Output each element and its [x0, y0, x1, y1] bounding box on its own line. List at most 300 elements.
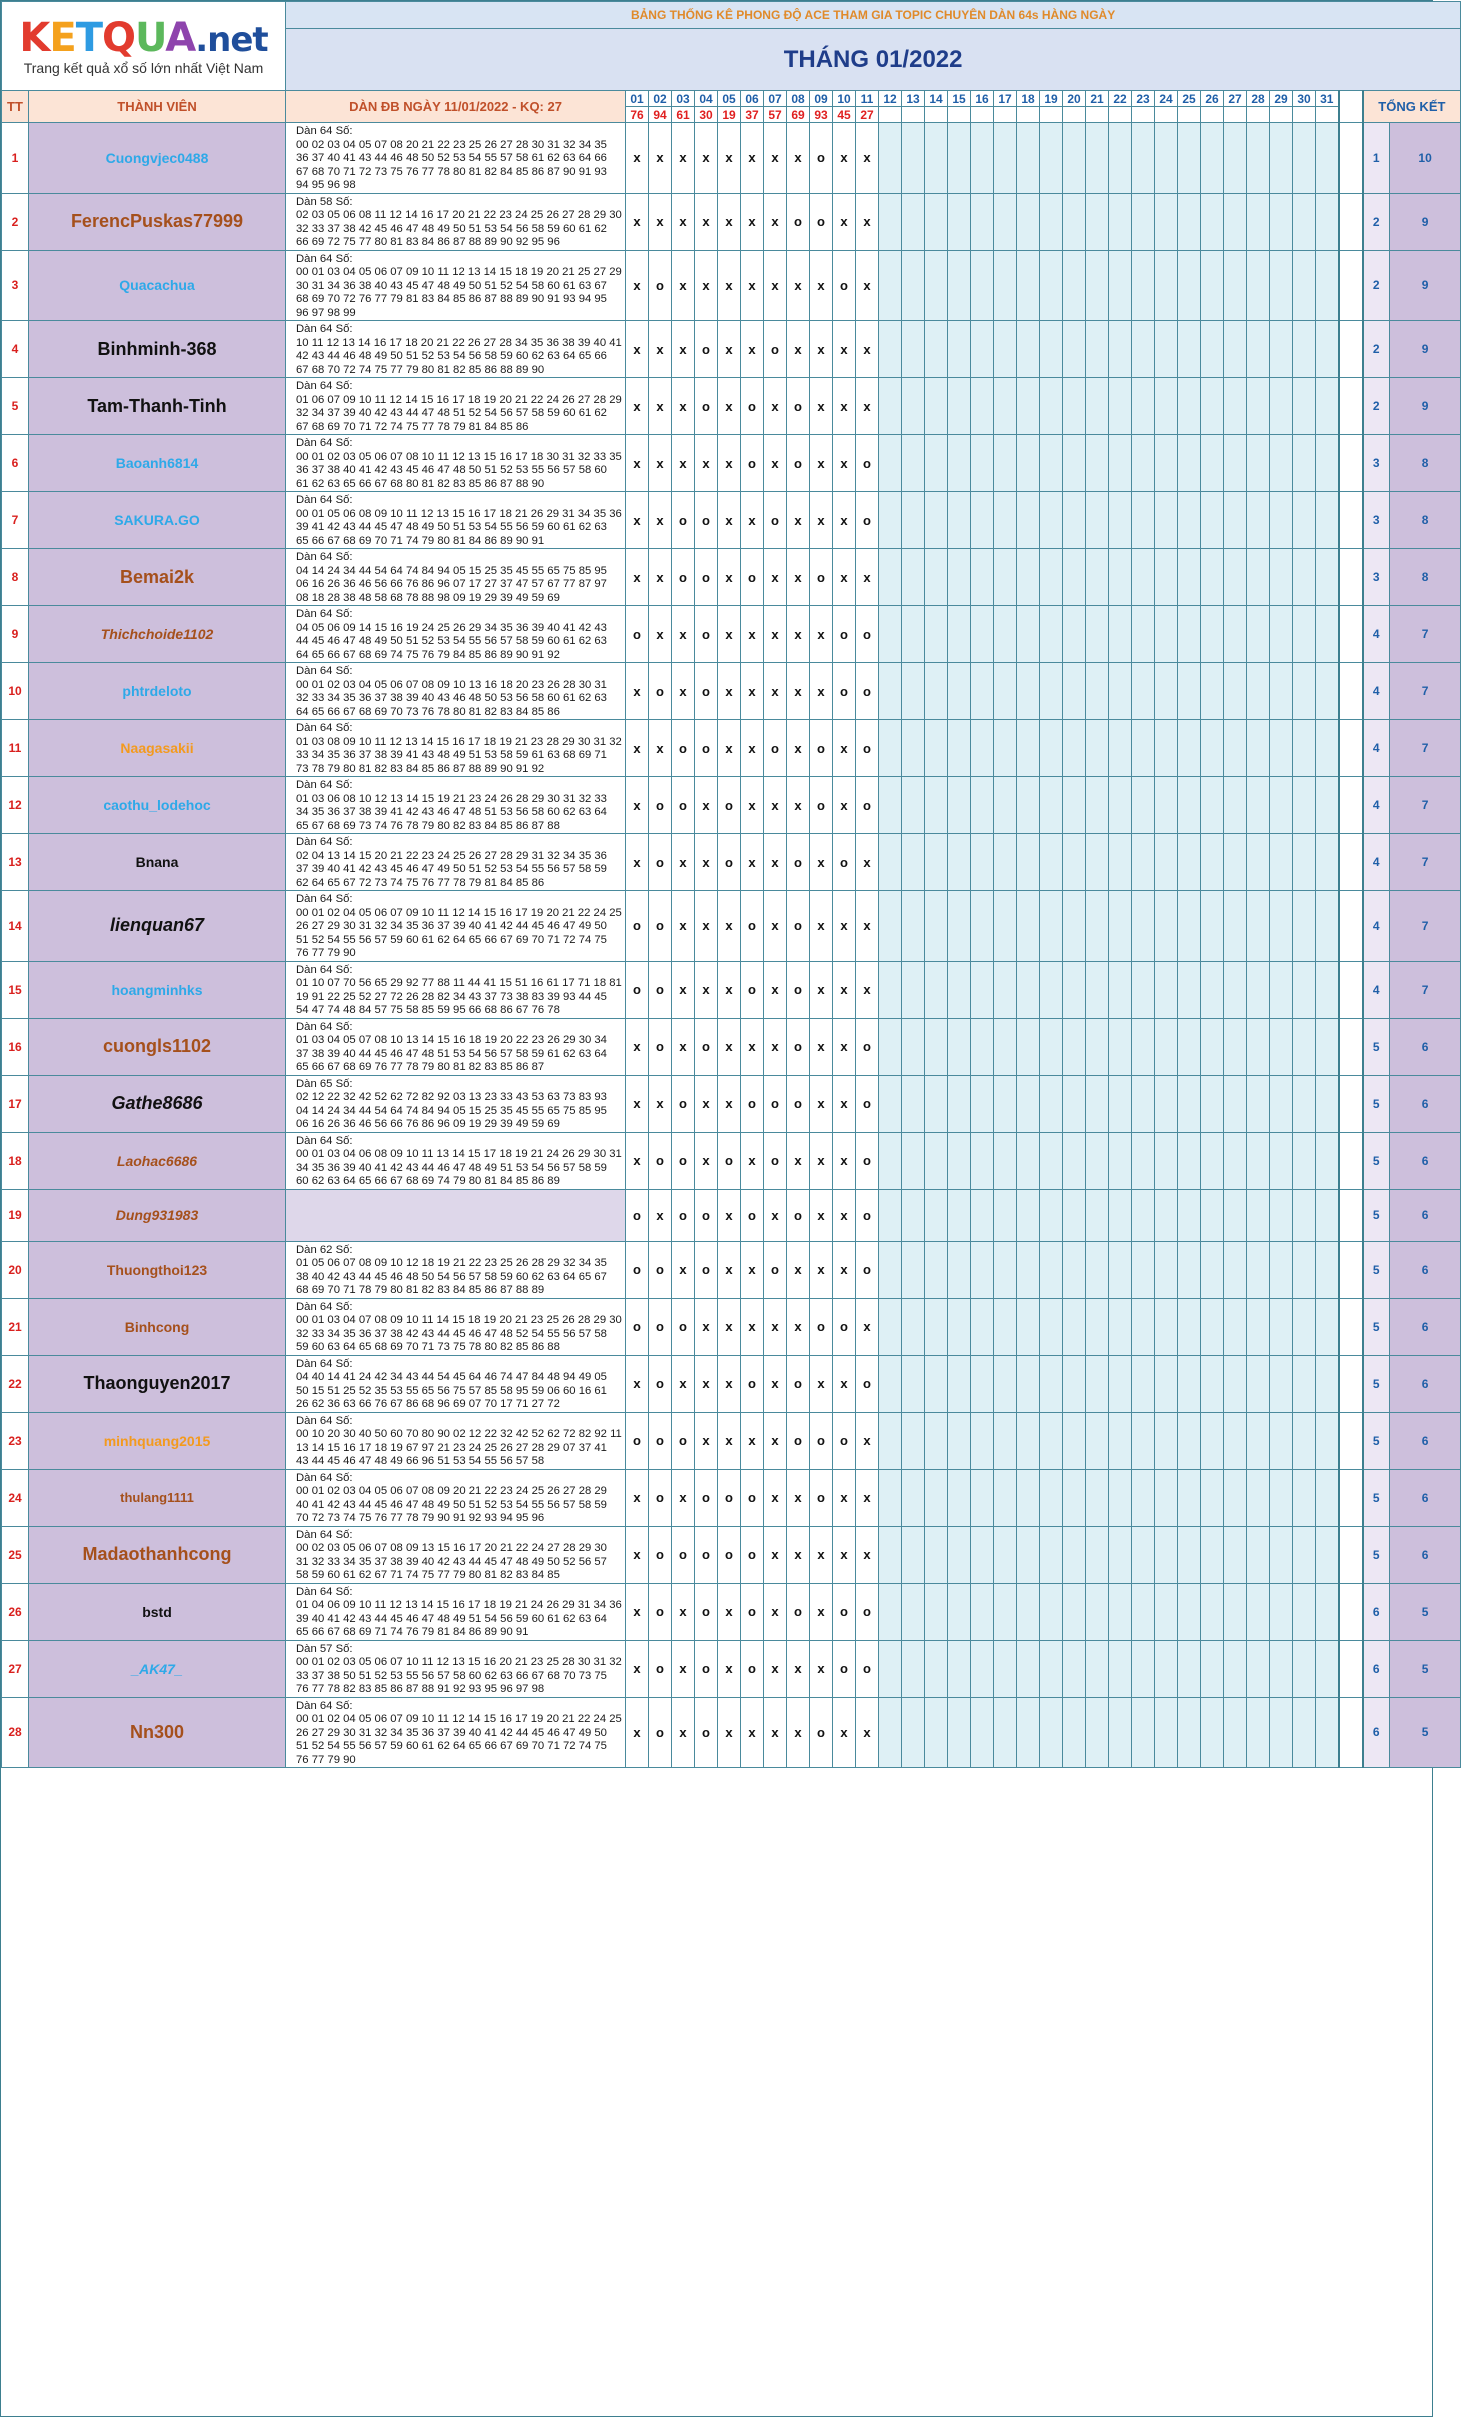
day-mark — [1040, 435, 1063, 492]
day-mark — [1017, 492, 1040, 549]
day-mark: x — [856, 961, 879, 1018]
day-mark — [1132, 1189, 1155, 1241]
day-mark — [902, 1355, 925, 1412]
day-mark — [1316, 606, 1339, 663]
day-mark — [1155, 834, 1178, 891]
day-mark: o — [856, 1189, 879, 1241]
day-header: 13 — [902, 91, 925, 107]
row-number: 8 — [2, 549, 29, 606]
day-mark — [971, 1355, 994, 1412]
column-gap — [1339, 1075, 1363, 1132]
day-mark: o — [833, 1298, 856, 1355]
day-mark — [1316, 1697, 1339, 1768]
day-mark — [994, 606, 1017, 663]
day-mark — [1063, 961, 1086, 1018]
day-header: 07 — [764, 91, 787, 107]
table-row — [2, 1075, 1461, 1132]
day-mark — [1017, 1075, 1040, 1132]
day-mark — [1247, 663, 1270, 720]
day-mark — [1017, 1298, 1040, 1355]
row-number: 19 — [2, 1189, 29, 1241]
day-header: 09 — [810, 91, 833, 107]
member-name[interactable]: Baoanh6814 — [29, 435, 286, 492]
day-mark — [1178, 378, 1201, 435]
day-mark: o — [695, 663, 718, 720]
day-mark — [1086, 250, 1109, 321]
day-mark: o — [672, 1298, 695, 1355]
dan-numbers: Dàn 64 Số: 00 01 02 03 04 05 06 07 08 09 10 13 16 18 20 23 26 28 30 31 32 33 34 35 36 37 38 39 40 43 46 48 50 53 56 58 60 61 62 63 64 65 66 67 68 69 70 73 76 78 80 81 82 83 84 85 86 — [286, 663, 626, 720]
column-gap — [1339, 193, 1363, 250]
day-mark — [971, 1018, 994, 1075]
day-mark: x — [787, 1241, 810, 1298]
day-mark: x — [810, 606, 833, 663]
row-rank: 6 — [1363, 1697, 1390, 1768]
table-row — [2, 123, 1461, 194]
day-mark — [1316, 1355, 1339, 1412]
day-mark — [1293, 606, 1316, 663]
day-mark — [1155, 1640, 1178, 1697]
day-mark — [1155, 1241, 1178, 1298]
day-mark — [1155, 321, 1178, 378]
day-mark — [1109, 1640, 1132, 1697]
column-gap — [1339, 1697, 1363, 1768]
day-mark — [994, 663, 1017, 720]
day-mark — [1155, 435, 1178, 492]
day-mark — [1293, 1298, 1316, 1355]
day-mark — [1293, 1583, 1316, 1640]
row-rank: 4 — [1363, 834, 1390, 891]
day-mark — [1270, 1469, 1293, 1526]
row-total: 6 — [1390, 1241, 1461, 1298]
day-mark — [902, 492, 925, 549]
column-gap — [1339, 1469, 1363, 1526]
row-rank: 5 — [1363, 1355, 1390, 1412]
day-mark: x — [787, 1640, 810, 1697]
day-mark — [1293, 1469, 1316, 1526]
day-mark — [971, 1132, 994, 1189]
day-mark — [1017, 720, 1040, 777]
day-mark — [948, 606, 971, 663]
result-cell — [1017, 107, 1040, 123]
day-mark — [1132, 663, 1155, 720]
day-mark — [1178, 1640, 1201, 1697]
logo-tagline: Trang kết quả xổ số lớn nhất Việt Nam — [23, 60, 264, 76]
day-mark — [1178, 1697, 1201, 1768]
member-name[interactable]: Thuongthoi123 — [29, 1241, 286, 1298]
day-mark: x — [649, 1075, 672, 1132]
day-mark — [1109, 834, 1132, 891]
row-number: 4 — [2, 321, 29, 378]
row-total: 7 — [1390, 961, 1461, 1018]
member-name[interactable]: FerencPuskas77999 — [29, 193, 286, 250]
day-mark — [925, 1640, 948, 1697]
day-mark — [1063, 1697, 1086, 1768]
member-name[interactable]: Binhminh-368 — [29, 321, 286, 378]
member-name[interactable]: thulang1111 — [29, 1469, 286, 1526]
day-mark — [1109, 777, 1132, 834]
row-rank: 2 — [1363, 321, 1390, 378]
day-mark — [1270, 1018, 1293, 1075]
day-mark — [1270, 1355, 1293, 1412]
day-mark — [1040, 193, 1063, 250]
day-mark: x — [764, 193, 787, 250]
day-mark — [1270, 193, 1293, 250]
day-mark — [1155, 1132, 1178, 1189]
day-mark — [1132, 1469, 1155, 1526]
day-mark — [1063, 1298, 1086, 1355]
day-mark — [1155, 1018, 1178, 1075]
day-mark — [925, 435, 948, 492]
day-mark — [1201, 663, 1224, 720]
day-mark — [1155, 193, 1178, 250]
day-mark — [1201, 1469, 1224, 1526]
day-mark — [1086, 1583, 1109, 1640]
day-mark — [902, 1075, 925, 1132]
row-number: 13 — [2, 834, 29, 891]
day-mark — [1132, 250, 1155, 321]
day-mark: x — [741, 720, 764, 777]
day-mark — [1247, 193, 1270, 250]
day-mark — [1086, 549, 1109, 606]
day-mark: o — [649, 1583, 672, 1640]
member-name[interactable]: Nn300 — [29, 1697, 286, 1768]
day-mark — [1316, 1412, 1339, 1469]
day-mark — [1109, 1241, 1132, 1298]
day-mark — [948, 549, 971, 606]
column-gap — [1339, 1526, 1363, 1583]
day-header: 03 — [672, 91, 695, 107]
member-name[interactable]: hoangminhks — [29, 961, 286, 1018]
day-mark — [1224, 1241, 1247, 1298]
day-mark — [1293, 549, 1316, 606]
day-mark: o — [649, 834, 672, 891]
member-name[interactable]: bstd — [29, 1583, 286, 1640]
row-rank: 6 — [1363, 1640, 1390, 1697]
day-mark — [1086, 123, 1109, 194]
member-name[interactable]: Thichchoide1102 — [29, 606, 286, 663]
day-mark — [1201, 123, 1224, 194]
result-cell — [1178, 107, 1201, 123]
day-mark — [1247, 1018, 1270, 1075]
day-mark: o — [626, 1189, 649, 1241]
day-mark — [1293, 961, 1316, 1018]
day-mark: x — [787, 1469, 810, 1526]
day-mark: o — [787, 1412, 810, 1469]
day-mark — [1040, 1075, 1063, 1132]
day-mark — [1086, 961, 1109, 1018]
day-mark — [925, 492, 948, 549]
day-mark — [1109, 549, 1132, 606]
member-name[interactable]: cuongls1102 — [29, 1018, 286, 1075]
day-mark: o — [764, 321, 787, 378]
dan-numbers: Dàn 64 Số: 00 10 20 30 40 50 60 70 80 90 02 12 22 32 42 52 62 72 82 92 11 13 14 15 16 17 18 19 67 97 21 23 24 25 26 27 28 29 07 37 41 43 44 45 46 47 48 49 66 96 51 53 54 55 56 57 58 — [286, 1412, 626, 1469]
member-name[interactable]: phtrdeloto — [29, 663, 286, 720]
row-total: 5 — [1390, 1697, 1461, 1768]
column-gap — [1339, 123, 1363, 194]
column-gap — [1339, 321, 1363, 378]
day-mark — [1109, 720, 1132, 777]
day-mark — [1224, 777, 1247, 834]
day-mark: x — [672, 663, 695, 720]
day-mark — [1155, 1526, 1178, 1583]
row-total: 6 — [1390, 1355, 1461, 1412]
day-mark: x — [626, 1018, 649, 1075]
day-mark — [1224, 1412, 1247, 1469]
day-mark — [902, 1412, 925, 1469]
row-rank: 5 — [1363, 1412, 1390, 1469]
row-number: 25 — [2, 1526, 29, 1583]
member-name[interactable]: minhquang2015 — [29, 1412, 286, 1469]
day-mark — [948, 123, 971, 194]
day-mark — [902, 1583, 925, 1640]
day-mark — [1086, 720, 1109, 777]
day-mark: x — [856, 1412, 879, 1469]
member-name[interactable]: Bnana — [29, 834, 286, 891]
day-mark — [971, 891, 994, 962]
day-mark — [879, 1189, 902, 1241]
day-mark — [1017, 1018, 1040, 1075]
day-mark — [971, 1298, 994, 1355]
day-mark: x — [810, 250, 833, 321]
day-mark: x — [626, 435, 649, 492]
day-mark — [994, 1583, 1017, 1640]
day-mark — [879, 378, 902, 435]
result-cell: 37 — [741, 107, 764, 123]
day-header: 25 — [1178, 91, 1201, 107]
column-gap — [1339, 91, 1363, 123]
day-mark — [1270, 663, 1293, 720]
day-mark — [1293, 1018, 1316, 1075]
day-mark — [948, 834, 971, 891]
day-mark — [971, 492, 994, 549]
column-gap — [1339, 961, 1363, 1018]
day-mark — [1224, 123, 1247, 194]
day-mark — [902, 1526, 925, 1583]
day-mark: x — [695, 435, 718, 492]
day-mark — [948, 1640, 971, 1697]
day-mark — [1017, 1241, 1040, 1298]
day-mark: x — [764, 961, 787, 1018]
day-mark — [1224, 961, 1247, 1018]
table-row — [2, 1412, 1461, 1469]
day-mark: x — [718, 663, 741, 720]
day-mark: x — [672, 193, 695, 250]
day-mark — [925, 321, 948, 378]
row-number: 12 — [2, 777, 29, 834]
day-mark — [879, 1132, 902, 1189]
day-header: 05 — [718, 91, 741, 107]
day-mark: x — [695, 250, 718, 321]
member-name[interactable]: Laohac6686 — [29, 1132, 286, 1189]
day-mark: o — [810, 777, 833, 834]
day-mark: o — [672, 1526, 695, 1583]
day-mark: x — [856, 250, 879, 321]
day-mark — [1132, 321, 1155, 378]
day-mark — [925, 1075, 948, 1132]
day-mark — [925, 777, 948, 834]
day-mark — [1063, 193, 1086, 250]
member-name[interactable]: Quacachua — [29, 250, 286, 321]
dan-numbers: Dàn 64 Số: 00 02 03 04 05 07 08 20 21 22 23 25 26 27 28 30 31 32 34 35 36 37 40 41 43 44 46 48 50 52 53 54 55 57 58 61 62 63 64 66 67 68 70 71 72 73 75 76 77 78 80 81 82 84 85 86 87 90 91 93 94 95 96 98 — [286, 123, 626, 194]
day-mark — [1316, 1018, 1339, 1075]
day-mark — [971, 435, 994, 492]
day-mark — [1063, 549, 1086, 606]
member-name[interactable]: Dung931983 — [29, 1189, 286, 1241]
day-mark: x — [695, 1355, 718, 1412]
header-tt: TT — [2, 91, 29, 123]
day-header: 24 — [1155, 91, 1178, 107]
day-mark — [925, 1526, 948, 1583]
day-mark — [1316, 1583, 1339, 1640]
day-mark — [879, 1241, 902, 1298]
day-mark: o — [626, 1241, 649, 1298]
day-mark — [1086, 193, 1109, 250]
row-rank: 3 — [1363, 492, 1390, 549]
row-rank: 5 — [1363, 1189, 1390, 1241]
day-mark — [1017, 834, 1040, 891]
member-name[interactable]: lienquan67 — [29, 891, 286, 962]
day-mark — [1040, 663, 1063, 720]
row-number: 18 — [2, 1132, 29, 1189]
day-mark: x — [856, 1526, 879, 1583]
row-total: 6 — [1390, 1075, 1461, 1132]
day-mark: x — [718, 1412, 741, 1469]
day-mark: o — [718, 1132, 741, 1189]
result-cell — [1201, 107, 1224, 123]
day-mark: o — [672, 777, 695, 834]
member-name[interactable]: Bemai2k — [29, 549, 286, 606]
day-mark — [1293, 663, 1316, 720]
day-mark: o — [695, 1583, 718, 1640]
day-mark — [1316, 834, 1339, 891]
day-mark — [879, 720, 902, 777]
day-header: 04 — [695, 91, 718, 107]
day-mark: o — [695, 1018, 718, 1075]
day-mark: o — [741, 1583, 764, 1640]
day-mark — [1132, 720, 1155, 777]
day-mark — [1293, 1640, 1316, 1697]
day-mark — [1201, 1298, 1224, 1355]
member-name[interactable]: Cuongvjec0488 — [29, 123, 286, 194]
day-mark — [1247, 834, 1270, 891]
day-mark: o — [787, 193, 810, 250]
day-mark — [902, 321, 925, 378]
member-name[interactable]: Madaothanhcong — [29, 1526, 286, 1583]
day-mark: o — [856, 1018, 879, 1075]
day-mark: x — [626, 1132, 649, 1189]
day-mark — [1017, 549, 1040, 606]
day-mark — [1293, 321, 1316, 378]
day-mark: x — [649, 606, 672, 663]
row-total: 7 — [1390, 606, 1461, 663]
dan-numbers: Dàn 64 Số: 10 11 12 13 14 16 17 18 20 21 22 26 27 28 34 35 36 38 39 40 41 42 43 44 46 48 49 50 51 52 53 54 56 58 59 60 62 63 64 65 66 67 68 70 72 74 75 77 79 80 81 82 85 86 88 89 90 — [286, 321, 626, 378]
member-name[interactable]: Naagasakii — [29, 720, 286, 777]
day-mark — [1155, 1355, 1178, 1412]
member-name[interactable]: Thaonguyen2017 — [29, 1355, 286, 1412]
day-mark: x — [718, 193, 741, 250]
day-mark: o — [741, 1355, 764, 1412]
day-mark — [948, 1241, 971, 1298]
dan-numbers: Dàn 58 Số: 02 03 05 06 08 11 12 14 16 17 20 21 22 23 24 25 26 27 28 29 30 32 33 37 38 42 45 46 47 48 49 50 51 53 54 56 58 59 60 61 62 66 69 72 75 77 80 81 83 84 86 87 88 89 90 92 95 96 — [286, 193, 626, 250]
member-name[interactable]: Binhcong — [29, 1298, 286, 1355]
day-mark: x — [764, 891, 787, 962]
day-mark: x — [626, 663, 649, 720]
day-mark — [948, 961, 971, 1018]
day-mark — [1109, 1526, 1132, 1583]
table-row — [2, 1526, 1461, 1583]
day-mark — [1086, 1355, 1109, 1412]
day-mark — [994, 1189, 1017, 1241]
day-mark — [1178, 250, 1201, 321]
day-mark: x — [718, 1697, 741, 1768]
day-mark — [1086, 1075, 1109, 1132]
row-rank: 3 — [1363, 435, 1390, 492]
dan-numbers: Dàn 62 Số: 01 05 06 07 08 09 10 12 18 19 21 22 23 25 26 28 29 32 34 35 38 40 42 43 44 45 46 48 50 54 56 57 58 59 60 62 63 64 65 67 68 69 70 71 78 79 80 81 82 83 84 85 86 87 88 89 — [286, 1241, 626, 1298]
member-name[interactable]: caothu_lodehoc — [29, 777, 286, 834]
row-rank: 5 — [1363, 1018, 1390, 1075]
day-mark — [948, 1189, 971, 1241]
day-mark: x — [695, 777, 718, 834]
day-mark — [1017, 1132, 1040, 1189]
day-mark — [1109, 1298, 1132, 1355]
day-mark: x — [787, 1132, 810, 1189]
day-mark — [925, 549, 948, 606]
day-mark: x — [672, 891, 695, 962]
day-mark — [1040, 1697, 1063, 1768]
day-mark — [1247, 961, 1270, 1018]
day-mark: x — [718, 606, 741, 663]
day-mark — [1201, 1075, 1224, 1132]
day-mark — [1247, 891, 1270, 962]
row-rank: 1 — [1363, 123, 1390, 194]
day-mark: x — [649, 378, 672, 435]
day-mark — [1178, 549, 1201, 606]
day-mark — [1293, 1241, 1316, 1298]
row-total: 5 — [1390, 1583, 1461, 1640]
day-mark: x — [764, 1640, 787, 1697]
day-mark — [1270, 834, 1293, 891]
day-mark: x — [787, 492, 810, 549]
ketqua-logo[interactable] — [2, 2, 286, 91]
header-dan: DÀN ĐB NGÀY 11/01/2022 - KQ: 27 — [286, 91, 626, 123]
day-mark: o — [787, 1583, 810, 1640]
day-mark — [948, 1583, 971, 1640]
day-mark: x — [810, 1640, 833, 1697]
day-mark — [902, 378, 925, 435]
table-row — [2, 777, 1461, 834]
column-gap — [1339, 606, 1363, 663]
column-gap — [1339, 891, 1363, 962]
day-mark: o — [810, 549, 833, 606]
member-name[interactable]: Tam-Thanh-Tinh — [29, 378, 286, 435]
column-gap — [1339, 663, 1363, 720]
day-mark — [1270, 1697, 1293, 1768]
day-mark — [1201, 891, 1224, 962]
member-name[interactable]: SAKURA.GO — [29, 492, 286, 549]
day-mark: o — [672, 549, 695, 606]
day-mark: x — [764, 123, 787, 194]
day-mark — [1109, 1189, 1132, 1241]
member-name[interactable]: Gathe8686 — [29, 1075, 286, 1132]
day-mark — [971, 1075, 994, 1132]
day-mark — [879, 1469, 902, 1526]
day-mark: x — [718, 891, 741, 962]
day-mark — [1063, 250, 1086, 321]
member-name[interactable]: _AK47_ — [29, 1640, 286, 1697]
day-mark — [1224, 1132, 1247, 1189]
day-mark: x — [810, 961, 833, 1018]
day-header: 15 — [948, 91, 971, 107]
